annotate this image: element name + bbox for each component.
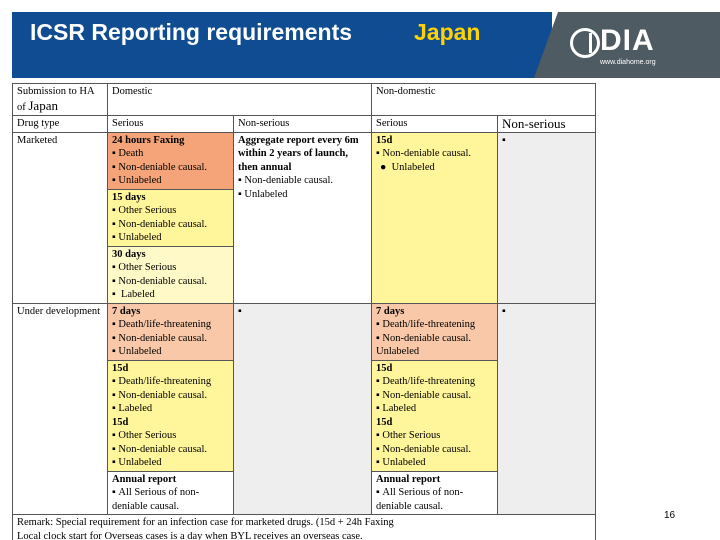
table-row [13, 84, 596, 116]
marketed-24h-cell: 24 hours Faxing ▪ Death ▪ Non-deniable causal. ▪ Unlabeled [108, 132, 234, 189]
marketed-nondomestic-nonserious-cell [498, 132, 596, 303]
marketed-nondomestic-serious-cell: 15d ▪ Non-deniable causal. ● Unlabeled [372, 132, 498, 303]
drug-type-header: Drug type [13, 116, 108, 133]
slide-header [0, 0, 720, 78]
slide-title-country: Japan [414, 19, 481, 45]
dia-logo-text: DIA [600, 24, 655, 57]
remark-clock-start: Local clock start for Overseas cases is a day when BYL receives an overseas case. [17, 530, 363, 540]
non-domestic-header: Non-domestic [372, 84, 596, 116]
table-row [13, 515, 596, 540]
development-nonserious-cell [234, 303, 372, 515]
page-number: 16 [664, 510, 676, 521]
development-annual-cell: Annual report ▪ All Serious of non-deniable causal. [108, 471, 234, 515]
development-nondomestic-7d-cell: 7 days ▪ Death/life-threatening ▪ Non-deniable causal. Unlabeled [372, 303, 498, 360]
reporting-table [12, 83, 596, 540]
table-row [13, 116, 596, 133]
domestic-header: Domestic [108, 84, 372, 116]
table-row [13, 303, 596, 360]
domestic-serious-header: Serious [108, 116, 234, 133]
submission-header: Submission to HA of Japan [13, 84, 108, 116]
development-7d-cell: 7 days ▪ Death/life-threatening ▪ Non-deniable causal. ▪ Unlabeled [108, 303, 234, 360]
table-row [13, 132, 596, 189]
marketed-15d-cell: 15 days ▪ Other Serious ▪ Non-deniable causal. ▪ Unlabeled [108, 189, 234, 246]
development-nondomestic-nonserious-cell [498, 303, 596, 515]
development-nondomestic-annual-cell: Annual report ▪ All Serious of non-deniable causal. [372, 471, 498, 515]
marketed-label: Marketed [13, 132, 108, 303]
remark-infection: Remark: Special requirement for an infection case for marketed drugs. (15d + 24h Faxing [17, 517, 394, 528]
remarks-cell [13, 515, 596, 540]
development-15d-cell: 15d ▪ Death/life-threatening ▪ Non-deniable causal. ▪ Labeled 15d ▪ Other Serious ▪ Non-deniable causal. ▪ Unlabeled [108, 360, 234, 471]
domestic-nonserious-header: Non-serious [234, 116, 372, 133]
marketed-30d-cell: 30 days ▪ Other Serious ▪ Non-deniable causal. ▪ Labeled [108, 246, 234, 303]
dia-logo-url: www.diahome.org [600, 59, 656, 66]
nondomestic-nonserious-header: Non-serious [498, 116, 596, 133]
development-label: Under development [13, 303, 108, 515]
development-nondomestic-15d-cell: 15d ▪ Death/life-threatening ▪ Non-deniable causal. ▪ Labeled 15d ▪ Other Serious ▪ Non-deniable causal. ▪ Unlabeled [372, 360, 498, 471]
slide-title: ICSR Reporting requirements [30, 19, 353, 45]
dia-logo [570, 24, 690, 68]
dia-logo-icon [570, 28, 600, 58]
marketed-nonserious-cell: Aggregate report every 6m within 2 years of launch, then annual ▪ Non-deniable causal. ▪ Unlabeled [234, 132, 372, 303]
nondomestic-serious-header: Serious [372, 116, 498, 133]
